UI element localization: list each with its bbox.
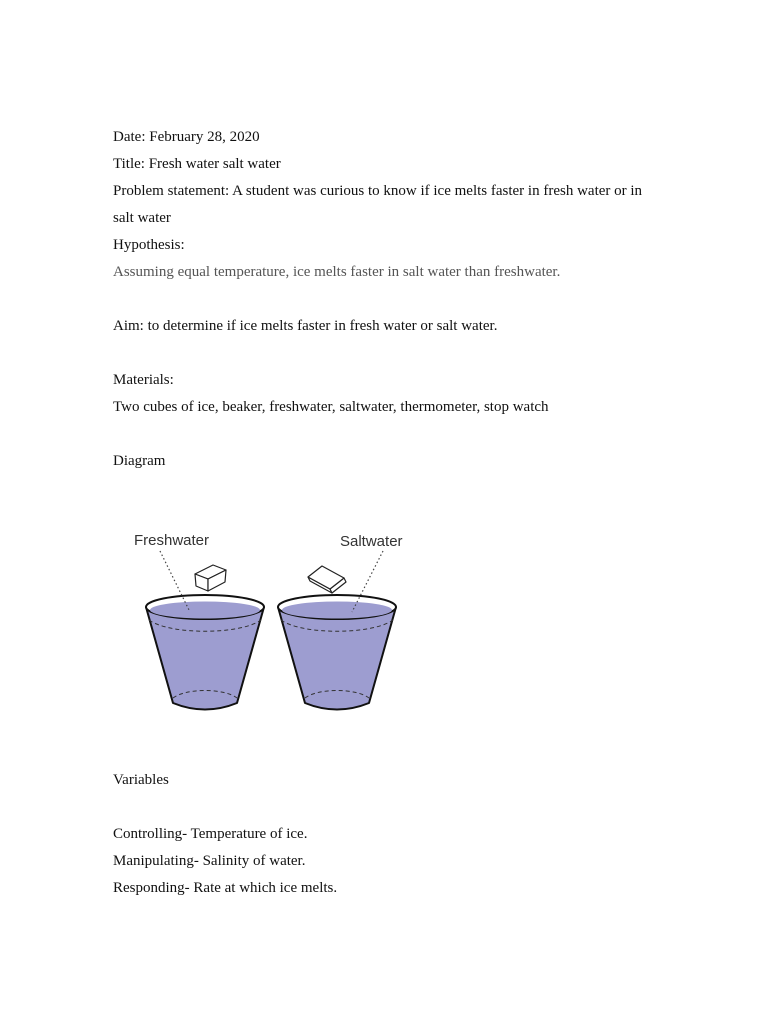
- ice-cube-left: [195, 565, 226, 591]
- beaker-saltwater: [278, 595, 396, 710]
- beaker-freshwater: [146, 595, 264, 710]
- title-line: Title: Fresh water salt water: [113, 156, 281, 172]
- document-body-bottom: [113, 767, 656, 902]
- date-line: Date: February 28, 2020: [113, 129, 260, 145]
- aim-line: Aim: to determine if ice melts faster in fresh water or salt water.: [113, 318, 498, 334]
- materials-heading: Materials:: [113, 372, 174, 388]
- manipulating-variable: Manipulating- Salinity of water.: [113, 853, 306, 869]
- diagram-heading: Diagram: [113, 453, 166, 469]
- variables-heading: Variables: [113, 772, 169, 788]
- freshwater-label: Freshwater: [134, 532, 210, 549]
- problem-statement: Problem statement: A student was curious to know if ice melts faster in fresh water or in salt water: [113, 183, 643, 226]
- ice-cube-right: [308, 566, 346, 593]
- hypothesis-heading: Hypothesis:: [113, 237, 185, 253]
- document-body-top: [113, 124, 656, 475]
- beaker-diagram: [120, 525, 420, 725]
- hypothesis-text: Assuming equal temperature, ice melts faster in salt water than freshwater.: [113, 264, 561, 280]
- materials-list: Two cubes of ice, beaker, freshwater, saltwater, thermometer, stop watch: [113, 399, 549, 415]
- controlling-variable: Controlling- Temperature of ice.: [113, 826, 308, 842]
- responding-variable: Responding- Rate at which ice melts.: [113, 880, 338, 896]
- saltwater-label: Saltwater: [340, 533, 403, 550]
